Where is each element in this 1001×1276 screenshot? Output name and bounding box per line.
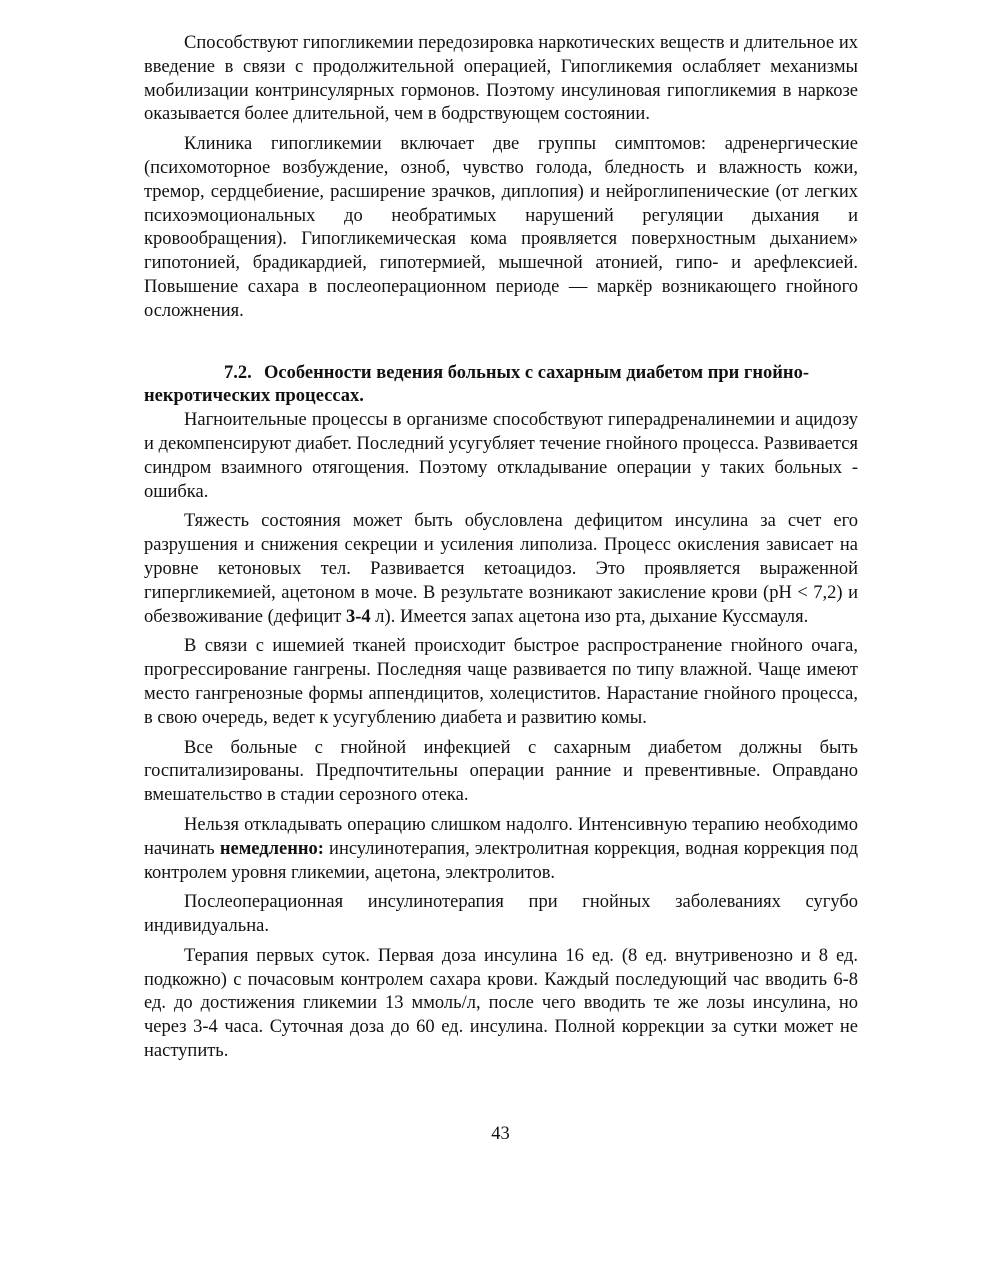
paragraph-ischemia: В связи с ишемией тканей происходит быстрое распространение гнойного очага, прогрессирование гангрены. Последняя чаще развивается по типу влажной. Чаще имеют место гангренозные формы аппендицитов, холециститов. Нарастание гнойного процесса, в свою очередь, ведет к усугублению диабета и развитию комы. (144, 636, 858, 728)
paragraph-hypoglycemia-clinic: Клиника гипогликемии включает две группы симптомов: адренергические (психомоторное возбуждение, озноб, чувство голода, бледность и влажность кожи, тремор, сердцебиение, расширение зрачков, диплопия) и нейроглипенические (от легких психоэмоциональных до необратимых нарушений регуляции дыхания и кровообращения). Гипогликемическая кома проявляется поверхностным дыханием» гипотонией, брадикардией, гипотермией, мышечной атонией, гипо- и арефлексией. Повышение сахара в послеоперационном периоде — маркёр возникающего гнойного осложнения. (144, 134, 858, 321)
paragraph-first-day-therapy: Терапия первых суток. Первая доза инсулина 16 ед. (8 ед. внутривенозно и 8 ед. подкожно) с почасовым контролем сахара крови. Каждый последующий час вводить 6-8 ед. до достижения гликемии 13 ммоль/л, после чего вводить те же лозы инсулина, но через 3-4 часа. Суточная доза до 60 ед. инсулина. Полной коррекции за сутки может не наступить. (144, 945, 858, 1062)
paragraph-intensive-text-2: инсулинотерапия, электролитная коррекция, водная коррекция под контролем уровня гликемии, ацетона, электролитов. (144, 838, 858, 883)
paragraph-severity-text-1: Тяжесть состояния может быть обусловлена дефицитом инсулина за счет его разрушения и снижения секреции и усиления липолиза. Процесс окисления зависает на уровне кетоновых тел. Развивается кетоацидоз. Это проявляется выраженной гипергликемией, ацетоном в моче. В результате возникают закисление крови (pH < 7,2) и обезвоживание (дефицит (144, 511, 858, 627)
section-heading (144, 362, 858, 410)
paragraph-postop-insulin: Послеоперационная инсулинотерапия при гнойных заболеваниях сугубо индивидуальна. (144, 892, 858, 937)
paragraph-hospitalization: Все больные с гнойной инфекцией с сахарным диабетом должны быть госпитализированы. Предпочтительны операции ранние и превентивные. Оправдано вмешательство в стадии серозного отека. (144, 737, 858, 806)
document-page (144, 32, 858, 1064)
section-title: Особенности ведения больных с сахарным диабетом при гнойно-некротических процессах. (144, 362, 809, 407)
paragraph-intensive-text-1: Нельзя откладывать операцию слишком надолго. Интенсивную терапию необходимо начинать (144, 814, 858, 859)
section-number: 7.2. (224, 362, 252, 383)
page-number: 43 (491, 1124, 510, 1144)
paragraph-severity-bold: 3-4 (346, 606, 371, 627)
paragraph-severity (144, 510, 858, 629)
paragraph-hypoglycemia-causes: Способствуют гипогликемии передозировка наркотических веществ и длительное их введение в связи с продолжительной операцией, Гипогликемия ослабляет механизмы мобилизации контринсулярных гормонов. Поэтому инсулиновая гипогликемия в наркозе оказывается более длительной, чем в бодрствующем состоянии. (144, 33, 858, 125)
paragraph-intensive-bold: немедленно: (219, 838, 324, 859)
paragraph-severity-text-2: л). Имеется запах ацетона изо рта, дыхание Куссмауля. (370, 606, 809, 627)
paragraph-suppuration: Нагноительные процессы в организме способствуют гиперадреналинемии и ацидозу и декомпенсируют диабет. Последний усугубляет течение гнойного процесса. Развивается синдром взаимного отягощения. Поэтому откладывание операции у таких больных - ошибка. (144, 410, 858, 502)
paragraph-intensive-therapy (144, 814, 858, 885)
